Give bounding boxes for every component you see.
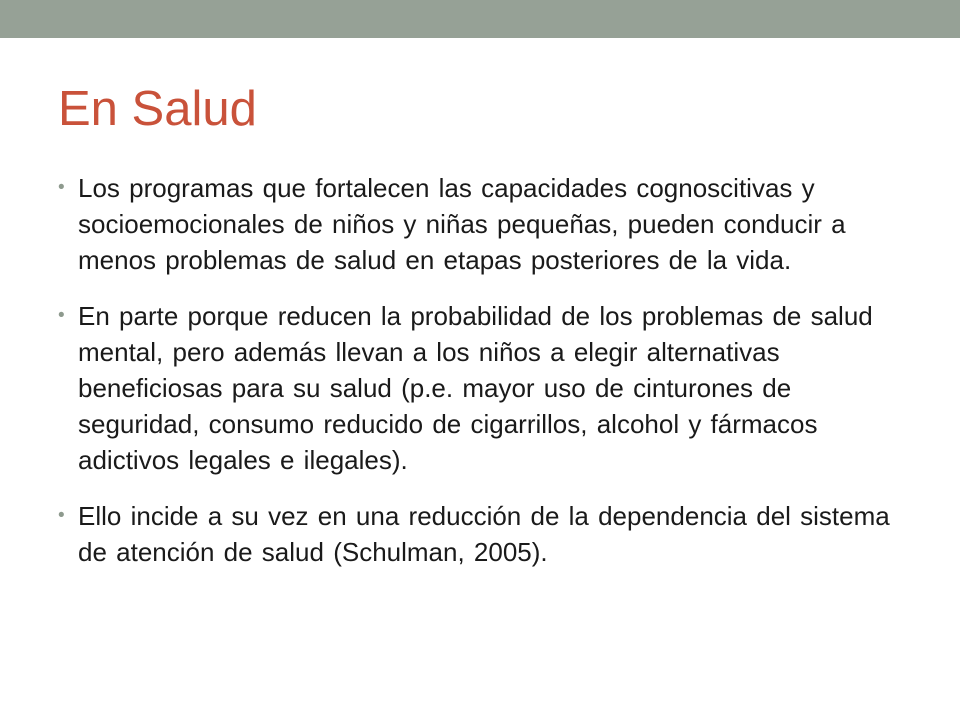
bullet-text-3: Ello incide a su vez en una reducción de la dependencia del sistema de atención de salud (Schulman, 2005).: [78, 501, 890, 567]
bullet-list: [58, 170, 908, 590]
bullet-item-2: [58, 298, 908, 478]
bullet-dot-icon: •: [58, 305, 65, 326]
bullet-item-1: [58, 170, 908, 278]
bullet-text-1: Los programas que fortalecen las capacidades cognoscitivas y socioemocionales de niños y niñas pequeñas, pueden conducir a menos problemas de salud en etapas posteriores de la vida.: [78, 173, 846, 275]
bullet-dot-icon: •: [58, 505, 65, 526]
slide-title: En Salud: [58, 82, 257, 136]
bullet-item-3: [58, 498, 908, 570]
top-decorative-band: [0, 0, 960, 38]
bullet-text-2: En parte porque reducen la probabilidad de los problemas de salud mental, pero además llevan a los niños a elegir alternativas beneficiosas para su salud (p.e. mayor uso de cinturones de seguridad, consumo reducido de cigarrillos, alcohol y fármacos adictivos legales e ilegales).: [78, 301, 873, 475]
bullet-dot-icon: •: [58, 177, 65, 198]
